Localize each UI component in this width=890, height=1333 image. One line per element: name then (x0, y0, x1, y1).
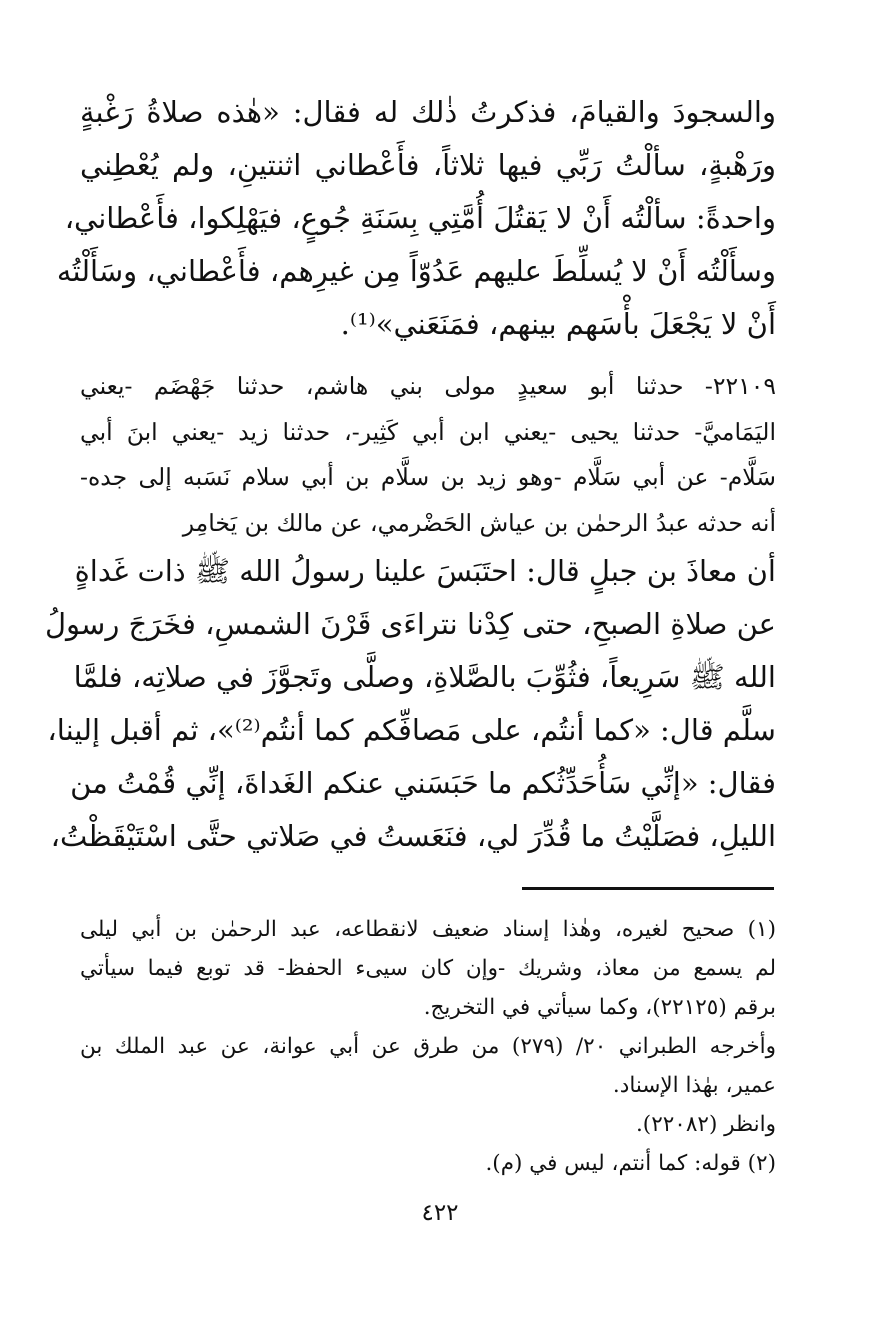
footnote-line: وانظر (٢٢٠٨٢). (635, 1112, 776, 1137)
page-number: ٤٢٢ (421, 1200, 459, 1226)
text-line: والسجودَ والقيامَ، فذكرتُ ذٰلك له فقال: «هٰذه صلاةُ رَغْبةٍ (80, 95, 776, 129)
footnote-line: عمير، بهٰذا الإسناد. (612, 1073, 776, 1098)
footnote-line: وأخرجه الطبراني ٢٠/ (٢٧٩) من طرق عن أبي عوانة، عن عبد الملك بن (80, 1034, 776, 1059)
isnad-line: سَلَّام- عن أبي سَلَّام -وهو زيد بن سلَّام بن أبي سلام نَسَبه إلى جده- (80, 463, 776, 491)
text-line: وسأَلْتُه أَنْ لا يُسلِّطَ عليهم عَدُوّاً مِن غيرِهم، فأَعْطاني، وسَأَلْتُه (56, 254, 776, 288)
text-line: أَنْ لا يَجْعَلَ بأْسَهم بينهم، فمَنَعَني»⁽¹⁾. (340, 307, 776, 341)
isnad-line: اليَمَاميَّ- حدثنا يحيى -يعني ابن أبي كَثِير-، حدثنا زيد -يعني ابنَ أبي (80, 417, 776, 446)
text-line: واحدةً: سألْتُه أَنْ لا يَقتُلَ أُمَّتِي بِسَنَةِ جُوعٍ، فيَهْلِكوا، فأَعْطاني، (64, 201, 776, 235)
footnote-line: (٢) قوله: كما أنتم، ليس في (م). (485, 1151, 776, 1176)
hadith-matn (44, 545, 776, 863)
text-line: الله ﷺ سَرِيعاً، فثُوِّبَ بالصَّلاةِ، وصلَّى وتَجوَّزَ في صلاتِه، فلمَّا (73, 660, 776, 694)
footnote-line: برقم (٢٢١٢٥)، وكما سيأتي في التخريج. (423, 995, 776, 1020)
text-line: الليلِ، فصَلَّيْتُ ما قُدِّرَ لي، فنَعَستُ في صَلاتي حتَّى اسْتَيْقَظْتُ، (50, 819, 776, 853)
isnad-line: ٢٢١٠٩- حدثنا أبو سعيدٍ مولى بني هاشم، حدثنا جَهْضَم -يعني (80, 372, 776, 400)
hadith-isnad (80, 364, 776, 546)
text-line: فقال: «إنِّي سَأُحَدِّثُكم ما حَبَسَني عنكم الغَداةَ، إنِّي قُمْتُ من (70, 766, 776, 800)
text-line: ورَهْبةٍ، سألْتُ رَبِّي فيها ثلاثاً، فأَعْطاني اثنتينِ، ولم يُعْطِني (80, 148, 776, 182)
footnote-line: لم يسمع من معاذ، وشريك -وإن كان سيىء الحفظ- قد توبع فيما سيأتي (80, 956, 776, 981)
hadith-text-continued (56, 86, 776, 351)
footnote-line: (١) صحيح لغيره، وهٰذا إسناد ضعيف لانقطاعه، عبد الرحمٰن بن أبي ليلى (80, 917, 776, 942)
footnote-separator (522, 887, 774, 890)
text-line: سلَّم قال: «كما أنتُم، على مَصافِّكم كما أنتُم⁽²⁾»، ثم أقبل إلينا، (47, 713, 776, 747)
isnad-line: أنه حدثه عبدُ الرحمٰن بن عياش الحَضْرمي، عن مالك بن يَخامِر (182, 508, 776, 537)
text-line: عن صلاةِ الصبحِ، حتى كِدْنا نتراءَى قَرْنَ الشمسِ، فخَرَجَ رسولُ (44, 607, 776, 641)
text-line: أن معاذَ بن جبلٍ قال: احتَبَسَ علينا رسولُ الله ﷺ ذات غَداةٍ (74, 554, 776, 588)
footnotes (80, 910, 776, 1183)
